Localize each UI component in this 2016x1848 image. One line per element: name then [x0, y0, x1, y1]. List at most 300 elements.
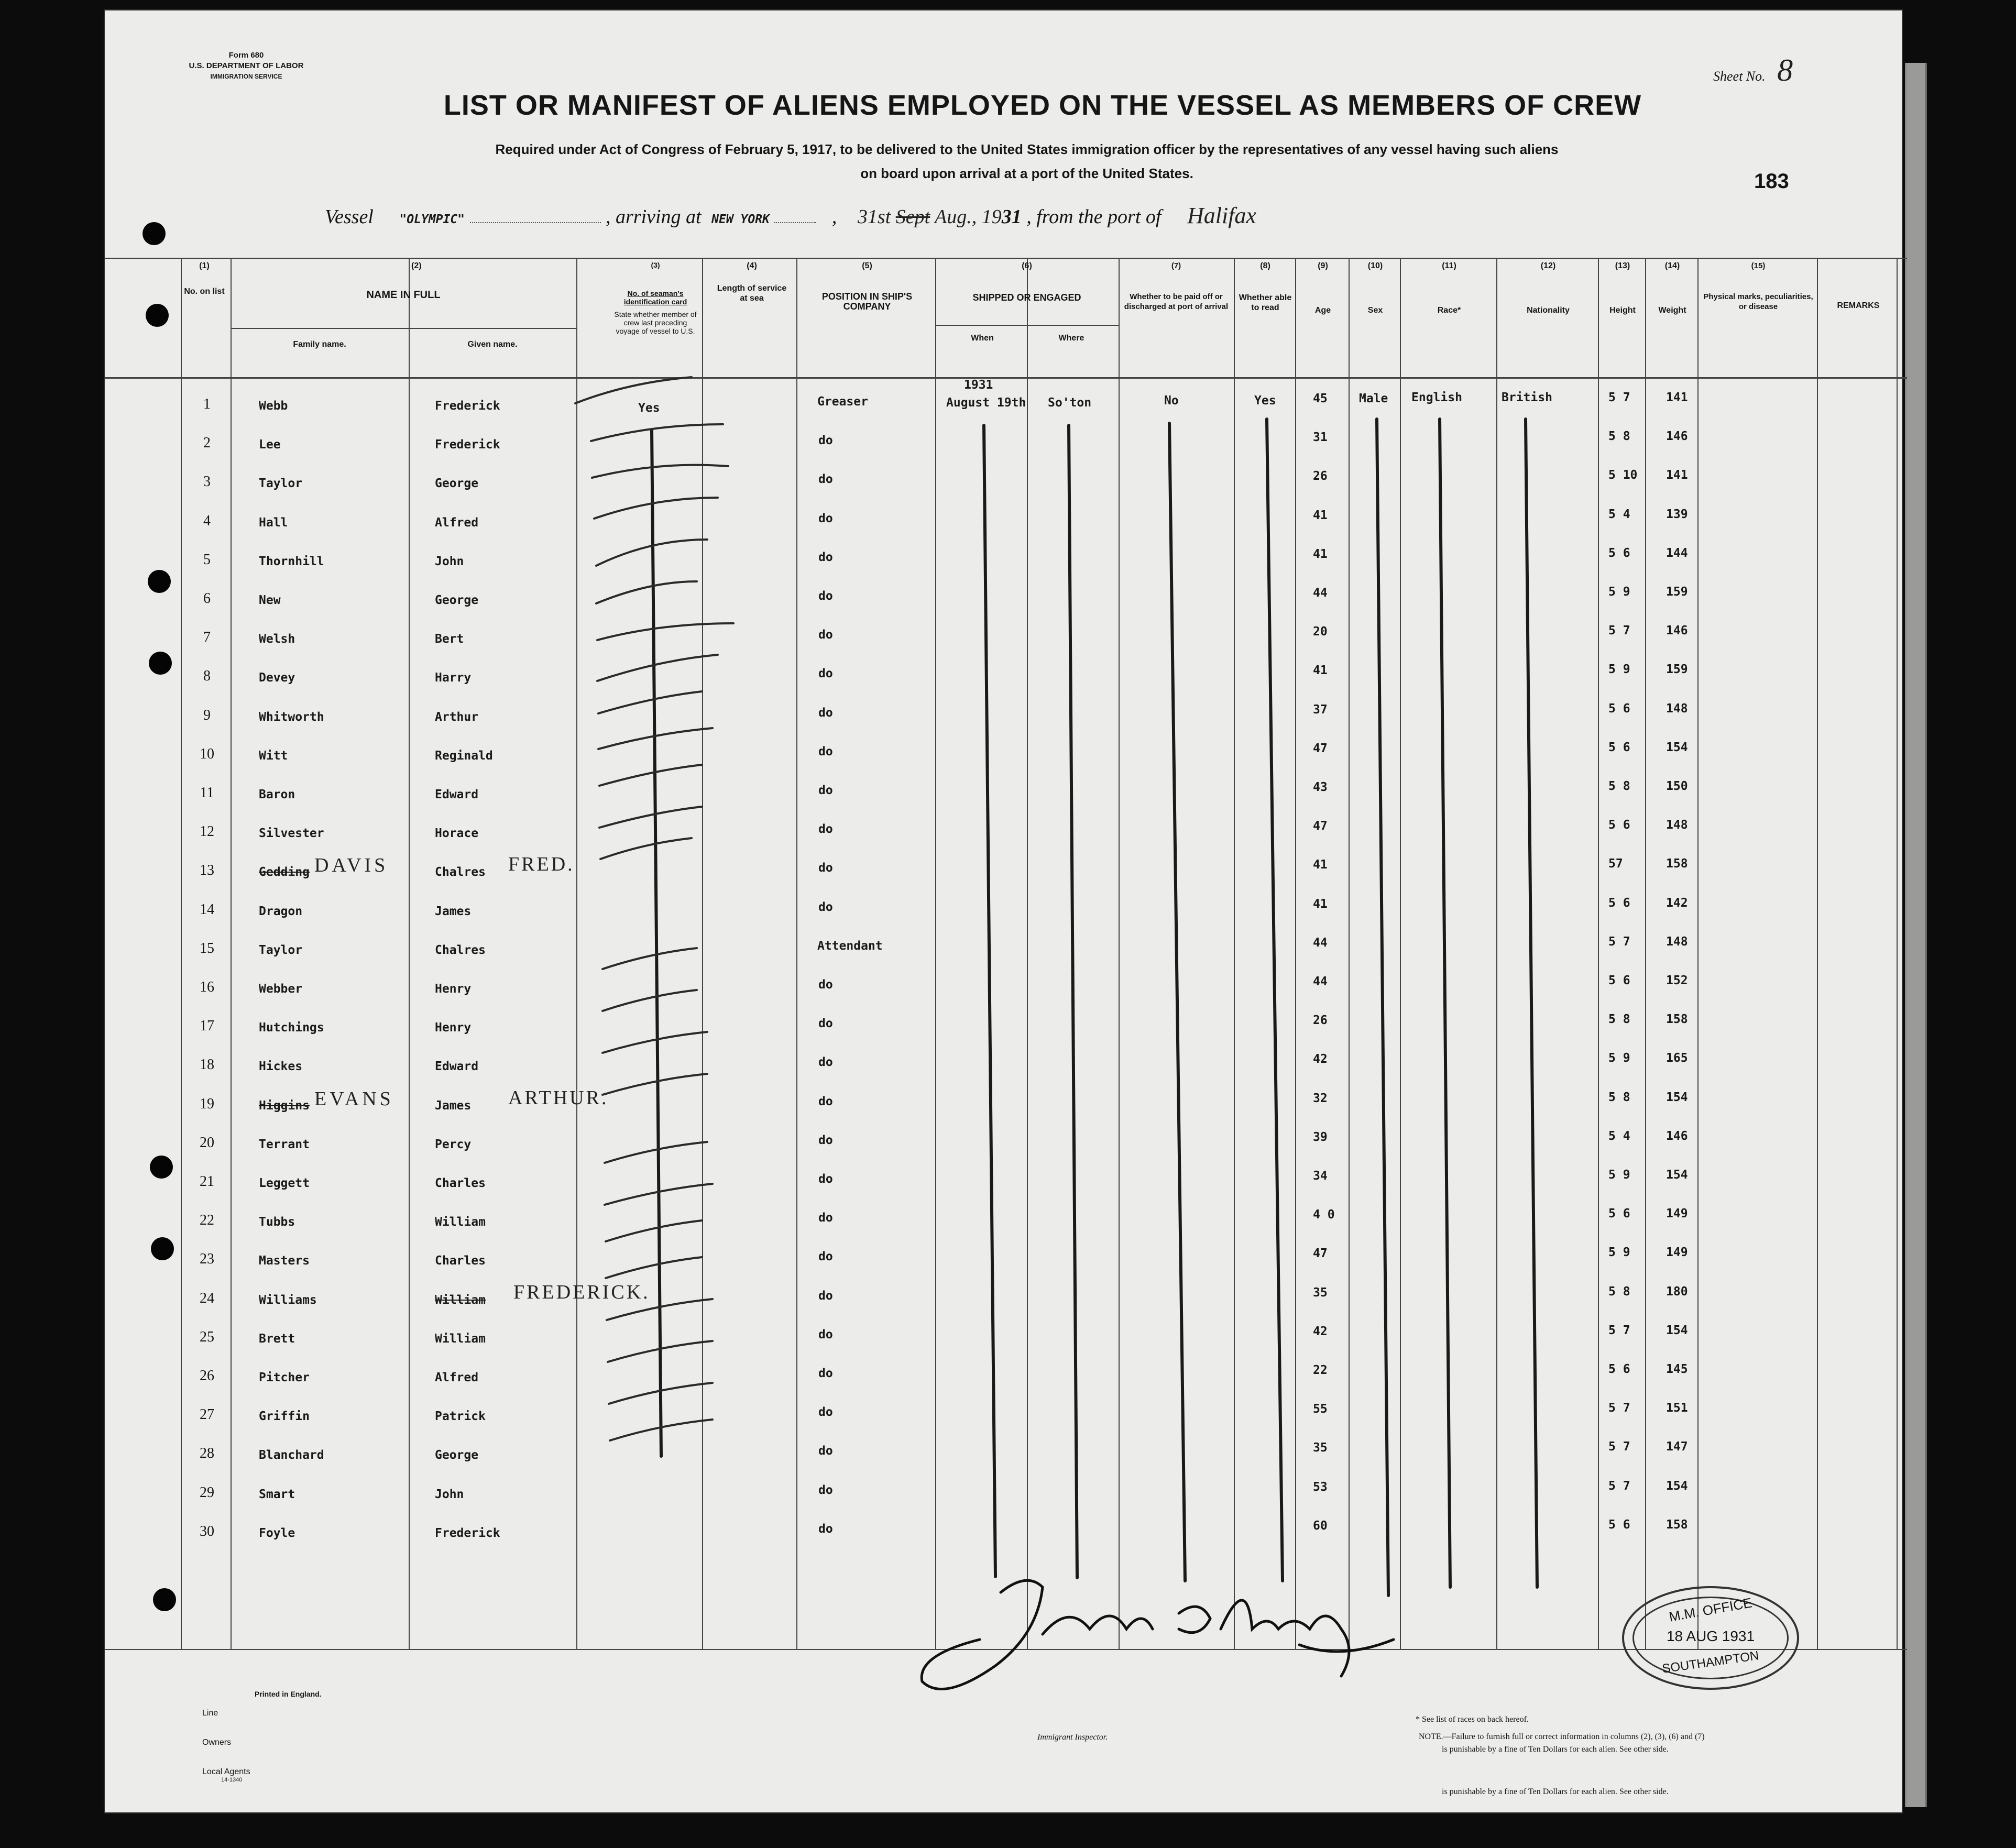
given-name: Chalres — [435, 943, 486, 957]
service-name: IMMIGRATION SERVICE — [210, 73, 282, 80]
check-mark — [602, 1074, 707, 1095]
check-mark — [592, 465, 728, 478]
position: do — [818, 1095, 833, 1108]
check-mark — [602, 948, 697, 969]
ditto-line-sex — [1377, 419, 1388, 1596]
col2a-header: Family name. — [293, 340, 346, 349]
col15-number: (15) — [1751, 261, 1766, 270]
row-number: 6 — [203, 590, 211, 607]
col3-header: No. of seaman's identification card — [623, 289, 687, 306]
given-name: Patrick — [435, 1410, 486, 1423]
position: do — [818, 1134, 833, 1147]
stamp-date: 18 AUG 1931 — [1666, 1628, 1755, 1644]
position: do — [818, 1483, 833, 1497]
age: 43 — [1313, 780, 1328, 794]
check-mark — [594, 498, 718, 519]
position: do — [818, 745, 833, 758]
position: do — [818, 1405, 833, 1419]
col8-number: (8) — [1260, 261, 1270, 270]
age: 41 — [1313, 509, 1328, 522]
age: 41 — [1313, 664, 1328, 677]
height: 5 4 — [1608, 508, 1630, 521]
ditto-line-paid-off — [1169, 423, 1185, 1581]
weight: 165 — [1666, 1051, 1688, 1065]
height: 5 6 — [1608, 702, 1630, 716]
position: do — [818, 1055, 833, 1069]
col6-header: SHIPPED OR ENGAGED — [972, 292, 1081, 303]
col4-header: Length of service at sea — [717, 284, 787, 303]
row-number: 11 — [200, 785, 214, 801]
position: do — [818, 822, 833, 836]
given-name: Alfred — [435, 1371, 479, 1384]
col13-number: (13) — [1615, 261, 1630, 270]
given-name: Percy — [435, 1138, 472, 1151]
row-number: 3 — [203, 474, 211, 490]
check-mark — [597, 655, 718, 681]
col6b-header: Where — [1058, 334, 1084, 343]
weight: 158 — [1666, 1013, 1688, 1026]
col4-number: (4) — [747, 261, 757, 270]
weight: 159 — [1666, 585, 1688, 599]
height: 5 6 — [1608, 546, 1630, 560]
footer-agents-label: Local Agents — [202, 1767, 250, 1776]
row-number: 14 — [200, 901, 214, 918]
ditto-line-when — [984, 425, 995, 1577]
weight: 146 — [1666, 430, 1688, 443]
row-number: 25 — [200, 1329, 214, 1345]
check-mark — [599, 807, 702, 828]
family-name: Leggett — [259, 1176, 310, 1190]
row-number: 28 — [200, 1445, 214, 1461]
weight: 152 — [1666, 974, 1688, 987]
weight: 154 — [1666, 1091, 1688, 1104]
row-number: 8 — [203, 668, 211, 684]
check-mark — [597, 623, 733, 640]
col10-number: (10) — [1367, 261, 1383, 270]
col7-header: Whether to be paid off or discharged at port of arrival — [1124, 292, 1229, 311]
col12-header: Nationality — [1527, 306, 1570, 315]
given-name: John — [435, 1488, 464, 1501]
weight: 150 — [1666, 779, 1688, 793]
height: 5 6 — [1608, 1518, 1630, 1532]
printed-in: Printed in England. — [255, 1690, 322, 1698]
col8-header: Whether able to read — [1239, 293, 1292, 312]
height: 5 7 — [1608, 1440, 1630, 1454]
row-number: 5 — [203, 552, 211, 568]
family-name-corrected: DAVIS — [314, 854, 389, 876]
check-mark — [602, 990, 697, 1011]
position: do — [818, 512, 833, 525]
height: 5 8 — [1608, 1091, 1630, 1104]
given-name: Edward — [435, 1060, 479, 1073]
family-name: Masters — [259, 1254, 310, 1268]
position: do — [818, 1017, 833, 1030]
height: 5 7 — [1608, 1401, 1630, 1415]
height: 5 9 — [1608, 1051, 1630, 1065]
age: 34 — [1313, 1169, 1328, 1183]
check-mark — [596, 581, 697, 603]
given-name: Henry — [435, 1021, 472, 1035]
age: 35 — [1313, 1286, 1328, 1300]
given-name: James — [435, 1099, 472, 1113]
height: 57 — [1608, 857, 1623, 871]
weight: 154 — [1666, 1479, 1688, 1493]
given-name: Frederick — [435, 1526, 500, 1540]
col2-number: (2) — [411, 261, 422, 270]
position: do — [818, 667, 833, 680]
paid-off-value: No — [1164, 394, 1179, 408]
row-number: 2 — [203, 435, 211, 451]
col7-number: (7) — [1171, 261, 1181, 270]
height: 5 6 — [1608, 896, 1630, 910]
family-name: Smart — [259, 1488, 295, 1501]
family-name: Pitcher — [259, 1371, 310, 1384]
position: do — [818, 628, 833, 642]
weight: 141 — [1666, 391, 1688, 404]
position: do — [818, 1250, 833, 1263]
row-number: 1 — [203, 396, 211, 412]
note-line3-underlying: is punishable by a fine of Ten Dollars for each alien. See other side. — [1442, 1787, 1669, 1796]
row-number: 13 — [200, 862, 214, 878]
weight: 154 — [1666, 741, 1688, 754]
height: 5 4 — [1608, 1129, 1630, 1143]
vessel-name: "OLYMPIC" — [399, 213, 465, 226]
inspector-signature — [922, 1580, 1394, 1689]
given-name: James — [435, 905, 472, 918]
family-name: Witt — [259, 749, 288, 763]
weight: 148 — [1666, 702, 1688, 716]
family-name: Terrant — [259, 1138, 310, 1151]
ditto-line-race — [1440, 419, 1450, 1587]
subtitle-line1: Required under Act of Congress of February 5, 1917, to be delivered to the United States immigration officer by the representatives of any vessel having such aliens — [495, 141, 1559, 157]
departure-port: Halifax — [1187, 203, 1256, 228]
col6a-header: When — [971, 334, 994, 343]
check-mark — [606, 1220, 702, 1241]
footer-owners-label: Owners — [202, 1738, 232, 1747]
check-mark — [600, 838, 692, 859]
col6-number: (6) — [1022, 261, 1032, 270]
weight: 145 — [1666, 1362, 1688, 1376]
family-name: Hall — [259, 516, 288, 530]
given-name: Edward — [435, 788, 479, 801]
check-mark — [598, 691, 702, 713]
position: do — [818, 472, 833, 486]
given-name: Frederick — [435, 438, 500, 452]
family-name: Welsh — [259, 632, 295, 646]
age: 22 — [1313, 1363, 1328, 1377]
form-number: Form 680 — [228, 51, 264, 60]
height: 5 9 — [1608, 1168, 1630, 1182]
age: 47 — [1313, 819, 1328, 833]
weight: 180 — [1666, 1285, 1688, 1299]
position: do — [818, 1328, 833, 1341]
col9-header: Age — [1314, 306, 1331, 315]
given-name: John — [435, 555, 464, 568]
weight: 151 — [1666, 1401, 1688, 1415]
ditto-line-where — [1069, 425, 1077, 1578]
ditto-line-last-voyage — [652, 430, 661, 1456]
age: 35 — [1313, 1441, 1328, 1455]
family-name: Taylor — [259, 943, 303, 957]
given-name: Alfred — [435, 516, 479, 530]
weight: 142 — [1666, 896, 1688, 910]
weight: 154 — [1666, 1168, 1688, 1182]
position: do — [818, 706, 833, 720]
weight: 139 — [1666, 508, 1688, 521]
row-number: 24 — [200, 1290, 214, 1306]
row-number: 9 — [203, 707, 211, 723]
given-name-corrected: FRED. — [508, 853, 575, 875]
age: 4 0 — [1313, 1208, 1335, 1222]
position: do — [818, 978, 833, 992]
position: do — [818, 1367, 833, 1380]
height: 5 6 — [1608, 1207, 1630, 1220]
height: 5 9 — [1608, 663, 1630, 676]
weight: 147 — [1666, 1440, 1688, 1454]
check-mark — [591, 424, 723, 441]
family-name: Tubbs — [259, 1215, 295, 1229]
page-stamp-number: 183 — [1754, 170, 1789, 193]
col12-number: (12) — [1540, 261, 1556, 270]
given-name: Horace — [435, 827, 479, 840]
weight: 158 — [1666, 1518, 1688, 1532]
arriving-label: , arriving at — [606, 206, 702, 228]
family-name: Taylor — [259, 477, 303, 490]
weight: 144 — [1666, 546, 1688, 560]
family-name: Dragon — [259, 905, 303, 918]
height: 5 9 — [1608, 1246, 1630, 1259]
stamp-top-text: M.M. OFFICE — [1668, 1594, 1754, 1625]
age: 44 — [1313, 975, 1328, 988]
position: do — [818, 434, 833, 447]
position: do — [818, 1289, 833, 1303]
age: 31 — [1313, 431, 1328, 444]
given-name: Frederick — [435, 399, 500, 413]
col1-number: (1) — [199, 261, 210, 270]
row-number: 21 — [200, 1173, 214, 1190]
from-label: , from the port of — [1026, 206, 1162, 228]
check-mark — [575, 377, 692, 403]
check-mark — [605, 1142, 707, 1163]
position: Greaser — [817, 395, 868, 409]
given-name-corrected: ARTHUR. — [508, 1087, 609, 1109]
row-number: 7 — [203, 629, 211, 645]
sex-value: Male — [1359, 392, 1388, 405]
age: 41 — [1313, 858, 1328, 872]
col11-header: Race* — [1437, 306, 1461, 315]
given-name: Charles — [435, 1176, 486, 1190]
age: 39 — [1313, 1130, 1328, 1144]
weight: 148 — [1666, 818, 1688, 832]
row-number: 4 — [203, 513, 211, 529]
age: 26 — [1313, 1014, 1328, 1027]
shipped-when: August 19th — [946, 396, 1026, 410]
row-number: 19 — [200, 1096, 214, 1112]
family-name: Silvester — [259, 827, 324, 840]
nationality-value: British — [1502, 391, 1552, 404]
able-to-read-value: Yes — [1254, 394, 1276, 408]
given-name: Bert — [435, 632, 464, 646]
given-name: William — [435, 1332, 486, 1346]
sheet-label: Sheet No. — [1713, 69, 1766, 84]
height: 5 6 — [1608, 818, 1630, 832]
row-number: 16 — [200, 979, 214, 995]
age: 45 — [1313, 392, 1328, 405]
position: do — [818, 1444, 833, 1458]
position: do — [818, 551, 833, 564]
height: 5 6 — [1608, 974, 1630, 987]
family-name-corrected: EVANS — [314, 1088, 394, 1110]
shipped-year: 1931 — [964, 378, 993, 392]
height: 5 7 — [1608, 624, 1630, 637]
family-name: Blanchard — [259, 1448, 324, 1462]
age: 41 — [1313, 897, 1328, 911]
shipped-where: So'ton — [1048, 396, 1092, 410]
ditto-line-nationality — [1526, 419, 1537, 1587]
family-name: Webber — [259, 982, 303, 996]
age: 60 — [1313, 1519, 1328, 1533]
family-name: Williams — [259, 1293, 317, 1307]
department-name: U.S. DEPARTMENT OF LABOR — [189, 61, 304, 70]
family-name: Lee — [259, 438, 281, 452]
row-number: 30 — [200, 1523, 214, 1539]
position: do — [818, 861, 833, 875]
age: 20 — [1313, 625, 1328, 639]
height: 5 8 — [1608, 430, 1630, 443]
col5-number: (5) — [862, 261, 872, 270]
given-name: Henry — [435, 982, 472, 996]
position: do — [818, 1172, 833, 1186]
given-name: George — [435, 1448, 479, 1462]
family-name: Higgins — [259, 1099, 310, 1113]
height: 5 8 — [1608, 779, 1630, 793]
given-name: Charles — [435, 1254, 486, 1268]
family-name: Foyle — [259, 1526, 295, 1540]
family-name: Hickes — [259, 1060, 303, 1073]
height: 5 8 — [1608, 1285, 1630, 1299]
check-mark — [606, 1257, 702, 1278]
age: 42 — [1313, 1052, 1328, 1066]
col3b-header: State whether member of crew last preceding voyage of vessel to U.S. — [614, 310, 697, 335]
office-stamp — [1622, 1586, 1799, 1690]
position: do — [818, 900, 833, 914]
row-number: 23 — [200, 1251, 214, 1267]
family-name: Webb — [259, 399, 288, 413]
weight: 159 — [1666, 663, 1688, 676]
check-mark — [599, 765, 702, 786]
given-name: Harry — [435, 671, 472, 685]
height: 5 7 — [1608, 1479, 1630, 1493]
family-name: New — [259, 593, 281, 607]
note-line1: NOTE.—Failure to furnish full or correct information in columns (2), (3), (6) and (7) — [1419, 1732, 1705, 1741]
col14-number: (14) — [1664, 261, 1680, 270]
subtitle-line2: on board upon arrival at a port of the United States. — [860, 166, 1193, 181]
position: do — [818, 784, 833, 797]
height: 5 9 — [1608, 585, 1630, 599]
footer-form-code: 14-1340 — [221, 1777, 243, 1783]
row-number: 26 — [200, 1368, 214, 1384]
given-name: Reginald — [435, 749, 493, 763]
row-number: 22 — [200, 1212, 214, 1228]
given-name: George — [435, 593, 479, 607]
height: 5 10 — [1608, 468, 1638, 482]
races-note: * See list of races on back hereof. — [1416, 1715, 1529, 1724]
row-number: 18 — [200, 1057, 214, 1073]
height: 5 6 — [1608, 741, 1630, 754]
col15-header: Physical marks, peculiarities, or disease — [1703, 292, 1813, 311]
row-number: 15 — [200, 940, 214, 956]
given-name: George — [435, 477, 479, 490]
col16-header: REMARKS — [1837, 301, 1880, 310]
family-name: Devey — [259, 671, 295, 685]
weight: 154 — [1666, 1324, 1688, 1337]
col2b-header: Given name. — [467, 340, 518, 349]
weight: 148 — [1666, 935, 1688, 949]
height: 5 8 — [1608, 1013, 1630, 1026]
stamp-bottom-text: SOUTHAMPTON — [1661, 1648, 1760, 1676]
family-name: Griffin — [259, 1410, 310, 1423]
arrival-month: Aug., 19 — [935, 206, 1002, 228]
row-number: 10 — [200, 746, 214, 762]
col1-header: No. on list — [184, 287, 225, 296]
age: 47 — [1313, 742, 1328, 755]
race-value: English — [1411, 391, 1462, 404]
position: do — [818, 1211, 833, 1225]
note-line2: is punishable by a fine of Ten Dollars for each alien. See other side. — [1442, 1745, 1669, 1754]
weight: 149 — [1666, 1246, 1688, 1259]
col13-header: Height — [1609, 306, 1636, 315]
weight: 141 — [1666, 468, 1688, 482]
position: do — [818, 589, 833, 603]
weight: 146 — [1666, 624, 1688, 637]
age: 55 — [1313, 1402, 1328, 1416]
age: 37 — [1313, 703, 1328, 717]
footer-line-label: Line — [202, 1709, 218, 1718]
age: 26 — [1313, 469, 1328, 483]
page-title: LIST OR MANIFEST OF ALIENS EMPLOYED ON THE VESSEL AS MEMBERS OF CREW — [443, 90, 1642, 121]
row-number: 12 — [200, 823, 214, 840]
arrival-port: NEW YORK — [711, 213, 770, 226]
age: 44 — [1313, 936, 1328, 950]
height: 5 7 — [1608, 935, 1630, 949]
arrival-year: 31 — [1001, 206, 1022, 228]
arrival-day: 31st — [857, 206, 891, 228]
family-name: Thornhill — [259, 555, 324, 568]
age: 41 — [1313, 547, 1328, 561]
row-number: 29 — [200, 1484, 214, 1501]
given-name: William — [435, 1293, 486, 1307]
row-number: 27 — [200, 1406, 214, 1423]
ditto-line-read — [1267, 419, 1283, 1581]
given-name-corrected: FREDERICK. — [513, 1281, 650, 1303]
family-name: Hutchings — [259, 1021, 324, 1035]
inspector-label: Immigrant Inspector. — [1037, 1733, 1108, 1742]
family-name: Baron — [259, 788, 295, 801]
sheet-number: 8 — [1777, 53, 1793, 87]
family-name: Brett — [259, 1332, 295, 1346]
weight: 158 — [1666, 857, 1688, 871]
col10-header: Sex — [1367, 306, 1383, 315]
col9-number: (9) — [1318, 261, 1328, 270]
col2-header: NAME IN FULL — [366, 289, 441, 301]
weight: 149 — [1666, 1207, 1688, 1220]
age: 47 — [1313, 1247, 1328, 1260]
col5-header: POSITION IN SHIP'S COMPANY — [821, 291, 913, 312]
arrival-day-struck: Sept — [895, 206, 930, 228]
col3-number: (3) — [651, 261, 660, 269]
given-name: Arthur — [435, 710, 479, 724]
age: 44 — [1313, 586, 1328, 600]
